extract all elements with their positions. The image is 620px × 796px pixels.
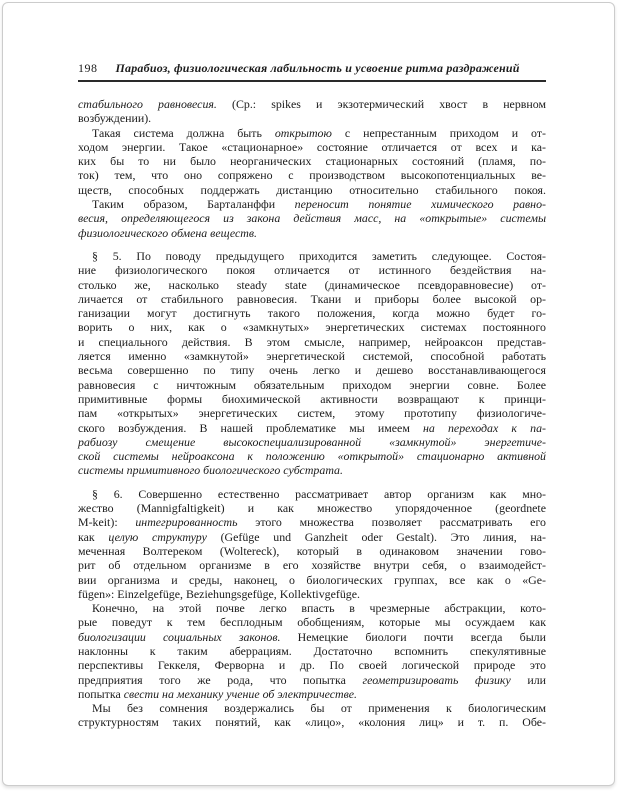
italic-text-segment: ской системы нейроаксона к положению «открытой» стационарно активной [78,449,546,464]
text-line [78,183,546,197]
text-line [78,601,546,615]
text-line [78,658,546,672]
italic-text-segment: системы примитивного биологического субстрата. [78,463,343,478]
text-segment: равновесия с ничтожным обязательным приходом энергии совне. Более [78,377,546,392]
text-segment: личается от стабильного равновесия. Ткани и приборы более высокой ор- [78,291,546,306]
text-line [78,226,546,240]
text-segment: столько же, насколько steady state (динамическое псевдоравновесие) от- [78,277,546,292]
text-segment: с непрестанным приходом и от- [331,125,547,140]
paragraph [78,487,546,601]
text-line [78,335,546,349]
italic-text-segment: переносит понятие химического равно- [294,197,546,212]
text-segment: ние физиологического покоя отличается от истинного бездействия на- [78,263,546,278]
italic-text-segment: на переходах к па- [423,420,546,435]
header-rule [78,80,546,82]
text-segment: или [510,672,546,687]
paragraph [78,97,546,126]
text-segment: M-keit): [78,515,136,530]
text-segment: этого множества позволяет рассматривать его [237,515,546,530]
text-line [78,211,546,225]
text-line [78,701,546,715]
text-segment: примитивные формы биохимической активности возвращают к принци- [78,391,546,406]
text-line [78,292,546,306]
paragraph [78,601,546,701]
text-line [78,435,546,449]
text-segment: наклонны к таким аберрациям. Достаточно вспомнить спекулятивные [78,643,546,658]
text-segment: ворить о них, как о «замкнутых» энергетических системах постоянного [78,320,546,335]
text-line [78,406,546,420]
text-segment: рит об отдельном организме в его хозяйстве внутри себя, о взаимодейст- [78,558,546,573]
text-line [78,644,546,658]
text-line [78,615,546,629]
running-title: Парабиоз, физиологическая лабильность и усвоение ритма раздражений [115,61,520,75]
text-segment: ганизации могут достигнуть такого положения, когда можно будет го- [78,306,546,321]
text-line [78,463,546,477]
italic-text-segment: физиологического обмена веществ. [78,225,257,240]
text-segment: как [78,529,109,544]
italic-text-segment: свести на механику учение об электричестве. [123,686,358,701]
text-segment: § 6. Совершенно естественно рассматривает автор организм как мно- [92,486,546,501]
page-number: 198 [78,61,98,75]
text-line [78,587,546,601]
text-segment: ток) тем, что оно сопряжено с производством высокопотенциальных ве- [78,168,546,183]
text-line [78,558,546,572]
text-segment: ких бы то ни было неорганических стационарных состояний (пламя, по- [78,154,546,169]
text-line [78,97,546,111]
text-line [78,363,546,377]
text-segment: рые поведут к тем бесплодным обобщениям, которые мы осуждаем как [78,615,546,630]
text-segment: предприятия того же рода, что попытка [78,672,363,687]
text-segment: попытка [78,686,124,701]
text-line [78,392,546,406]
text-segment: Такая система должна быть [92,125,275,140]
text-segment: (Gefüge und Ganzheit oder Gestalt). Это линия, на- [206,529,546,544]
text-block [78,97,546,730]
text-segment: жество (Mannigfaltigkeit) и как множество упорядоченное (geordnete [78,501,546,516]
text-line [78,306,546,320]
text-line [78,197,546,211]
text-line [78,530,546,544]
text-line [78,349,546,363]
book-page [2,2,615,786]
text-segment: ходом энергии. Такое «стационарное» состояние отличается от всех и ка- [78,139,546,154]
text-segment: вии организма и среды, наконец, о биологических группах, все как о «Ge- [78,572,546,587]
text-segment: Мы без сомнения воздержались бы от применения к биологическим [92,701,546,716]
paragraph [78,701,546,730]
text-line [78,249,546,263]
text-segment: перспективы Геккеля, Ферворна и др. По своей логической природе это [78,658,546,673]
text-line [78,111,546,125]
italic-text-segment: весия, определяющегося из закона действия масс, на «открытые» системы [78,211,546,226]
text-segment: Конечно, на этой почве легко впасть в чрезмерные абстракции, кото- [92,601,546,616]
italic-text-segment: стабильного равновесия. [78,97,217,111]
text-segment: ского возбуждения. В нашей проблематике мы имеем [78,420,423,435]
italic-text-segment: геометризировать физику [362,672,511,687]
text-segment: и специального действия. В этом смысле, например, нейроаксон представ- [78,334,546,349]
text-line [78,573,546,587]
paragraph [78,126,546,197]
text-line [78,501,546,515]
text-segment: (Ср.: spikes и экзотермический хвост в нервном [216,97,546,111]
page-header [78,61,546,76]
text-line [78,126,546,140]
text-segment: меченная Волтереком (Woltereck), который в одинаковом значении гово- [78,543,546,558]
text-line [78,278,546,292]
text-segment: ляется именно «замкнутой» энергетической системой, способной работать [78,349,546,364]
italic-text-segment: биологизации социальных законов. [78,629,281,644]
text-segment: fügen»: Einzelgefüge, Beziehungsgefüge, Kollektivgefüge. [78,586,360,601]
text-line [78,168,546,182]
text-line [78,715,546,729]
text-line [78,140,546,154]
text-line [78,544,546,558]
text-line [78,263,546,277]
paragraph [78,197,546,240]
italic-text-segment: целую структуру [108,529,207,544]
italic-text-segment: интегрированность [135,515,238,530]
text-line [78,673,546,687]
text-segment: Немецкие биологи почти всегда были [280,629,546,644]
text-line [78,449,546,463]
text-segment: § 5. По поводу предыдущего приходится заметить следующее. Состоя- [92,248,546,263]
text-segment: структурностям таких понятий, как «лицо», «колония лиц» и т. п. Обе- [78,715,546,730]
text-segment: весьма совершенно по типу очень легко и дешево восстанавливающегося [78,363,546,378]
text-segment: возбуждении). [78,111,152,126]
text-line [78,320,546,334]
text-line [78,421,546,435]
paragraph [78,249,546,478]
italic-text-segment: рабиозу смещение высокоспециализированной «замкнутой» энергетиче- [78,434,546,449]
text-segment: пам «открытых» энергетических систем, этому прототипу физиологиче- [78,406,546,421]
text-line [78,154,546,168]
text-line [78,630,546,644]
text-line [78,378,546,392]
text-segment: ществ, способных поддержать дистанцию относительно стабильного покоя. [78,182,546,197]
text-line [78,687,546,701]
italic-text-segment: открытою [274,125,332,140]
text-segment: Таким образом, Барталанффи [92,197,295,212]
text-line [78,487,546,501]
text-line [78,515,546,529]
